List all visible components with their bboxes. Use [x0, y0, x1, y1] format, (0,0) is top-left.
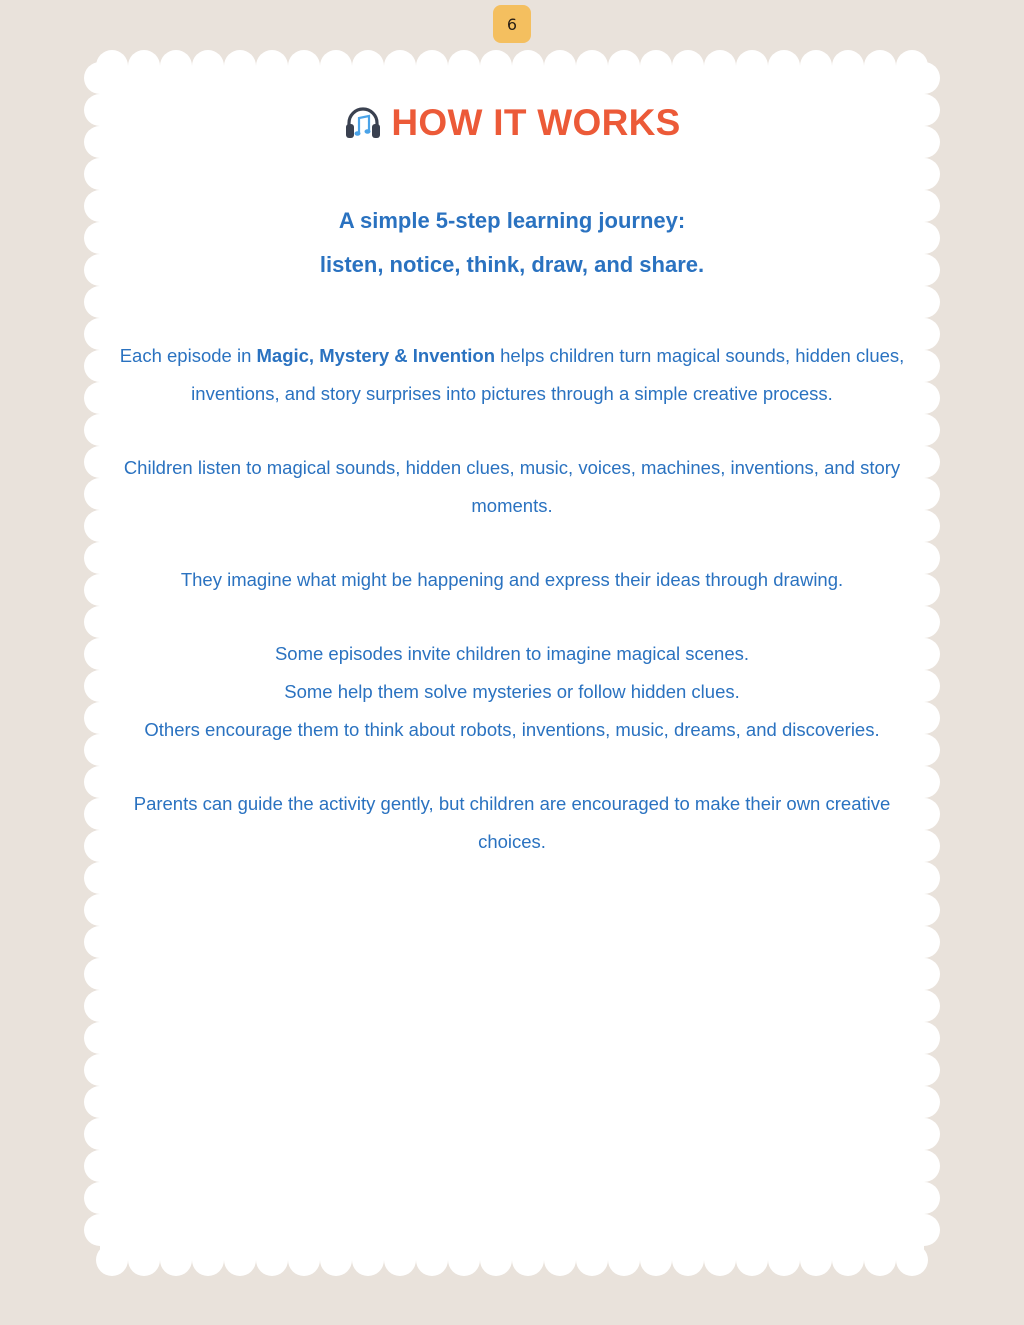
intro-text-after: helps children turn magical sounds, hidden clues, inventions, and story surprises into pictures through a simple creative process.	[191, 345, 905, 404]
card-content	[110, 95, 914, 861]
episodes-line-1: Some episodes invite children to imagine magical scenes.	[274, 643, 750, 664]
parents-paragraph: Parents can guide the activity gently, but children are encouraged to make their own creative choices.	[133, 793, 891, 852]
episodes-line-3: Others encourage them to think about robots, inventions, music, dreams, and discoveries.	[144, 719, 880, 740]
intro-paragraph	[110, 337, 914, 413]
episodes-line-2: Some help them solve mysteries or follow hidden clues.	[284, 681, 740, 702]
series-name: Magic, Mystery & Invention	[256, 345, 495, 366]
intro-text-before: Each episode in	[119, 345, 257, 366]
episodes-paragraph	[110, 635, 914, 749]
subtitle	[110, 199, 914, 287]
page-title: HOW IT WORKS	[391, 102, 681, 143]
headphones-icon	[343, 103, 383, 143]
subtitle-line-2: listen, notice, think, draw, and share.	[319, 252, 705, 277]
page-number: 6	[506, 14, 518, 34]
imagine-paragraph: They imagine what might be happening and express their ideas through drawing.	[180, 569, 844, 590]
page-header	[110, 95, 914, 151]
subtitle-line-1: A simple 5-step learning journey:	[338, 208, 686, 233]
listen-paragraph: Children listen to magical sounds, hidden clues, music, voices, machines, inventions, and story moments.	[123, 457, 901, 516]
